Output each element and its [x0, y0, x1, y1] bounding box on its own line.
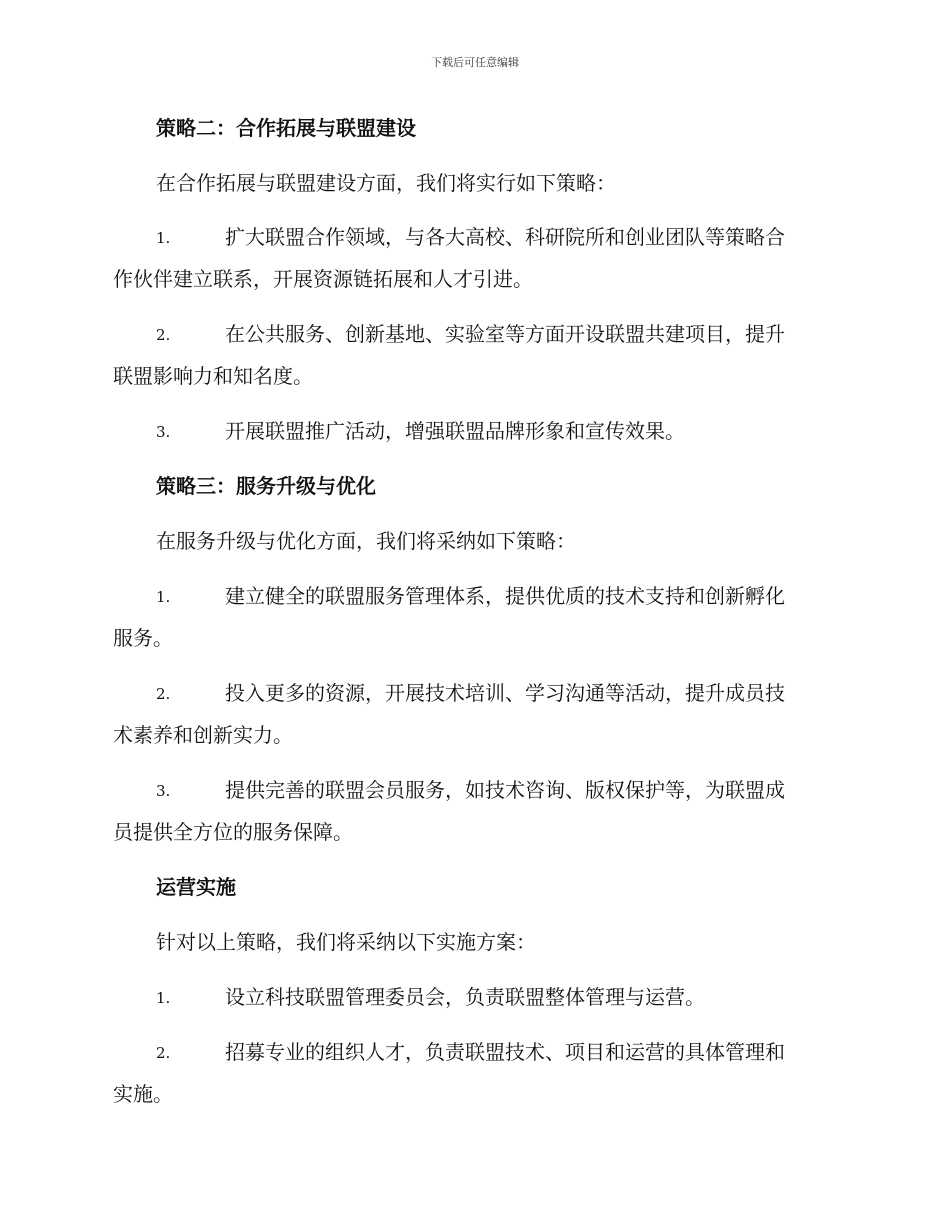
list-item-text: 招募专业的组织人才，负责联盟技术、项目和运营的具体管理和 [225, 1040, 785, 1064]
section-intro: 在服务升级与优化方面，我们将采纳如下策略： [156, 529, 576, 553]
section-intro: 在合作拓展与联盟建设方面，我们将实行如下策略： [156, 171, 616, 195]
list-item-number: 2. [156, 326, 171, 344]
list-item-continuation: 术素养和创新实力。 [113, 723, 293, 747]
list-item-text: 开展联盟推广活动，增强联盟品牌形象和宣传效果。 [225, 419, 685, 443]
list-item-continuation: 员提供全方位的服务保障。 [113, 820, 353, 844]
list-item-text: 设立科技联盟管理委员会，负责联盟整体管理与运营。 [225, 985, 705, 1009]
list-item-continuation: 实施。 [113, 1082, 173, 1106]
list-item-text: 建立健全的联盟服务管理体系，提供优质的技术支持和创新孵化 [225, 584, 785, 608]
section-intro: 针对以上策略，我们将采纳以下实施方案： [156, 930, 536, 954]
section-heading-strategy-2: 策略二：合作拓展与联盟建设 [156, 116, 416, 140]
page-header: 下载后可任意编辑 [431, 56, 519, 69]
list-item-number: 2. [156, 1044, 171, 1062]
list-item-number: 1. [156, 989, 171, 1007]
list-item-number: 1. [156, 229, 171, 247]
section-heading-operations: 运营实施 [156, 875, 236, 899]
list-item-number: 1. [156, 588, 171, 606]
list-item-continuation: 服务。 [113, 626, 173, 650]
list-item-continuation: 联盟影响力和知名度。 [113, 364, 313, 388]
list-item-number: 3. [156, 423, 171, 441]
list-item-text: 扩大联盟合作领域，与各大高校、科研院所和创业团队等策略合 [225, 225, 785, 249]
list-item-text: 在公共服务、创新基地、实验室等方面开设联盟共建项目，提升 [225, 322, 785, 346]
list-item-continuation: 作伙伴建立联系，开展资源链拓展和人才引进。 [113, 267, 533, 291]
list-item-text: 投入更多的资源，开展技术培训、学习沟通等活动，提升成员技 [225, 681, 785, 705]
list-item-text: 提供完善的联盟会员服务，如技术咨询、版权保护等，为联盟成 [225, 778, 785, 802]
section-heading-strategy-3: 策略三：服务升级与优化 [156, 474, 376, 498]
list-item-number: 2. [156, 685, 171, 703]
list-item-number: 3. [156, 782, 171, 800]
